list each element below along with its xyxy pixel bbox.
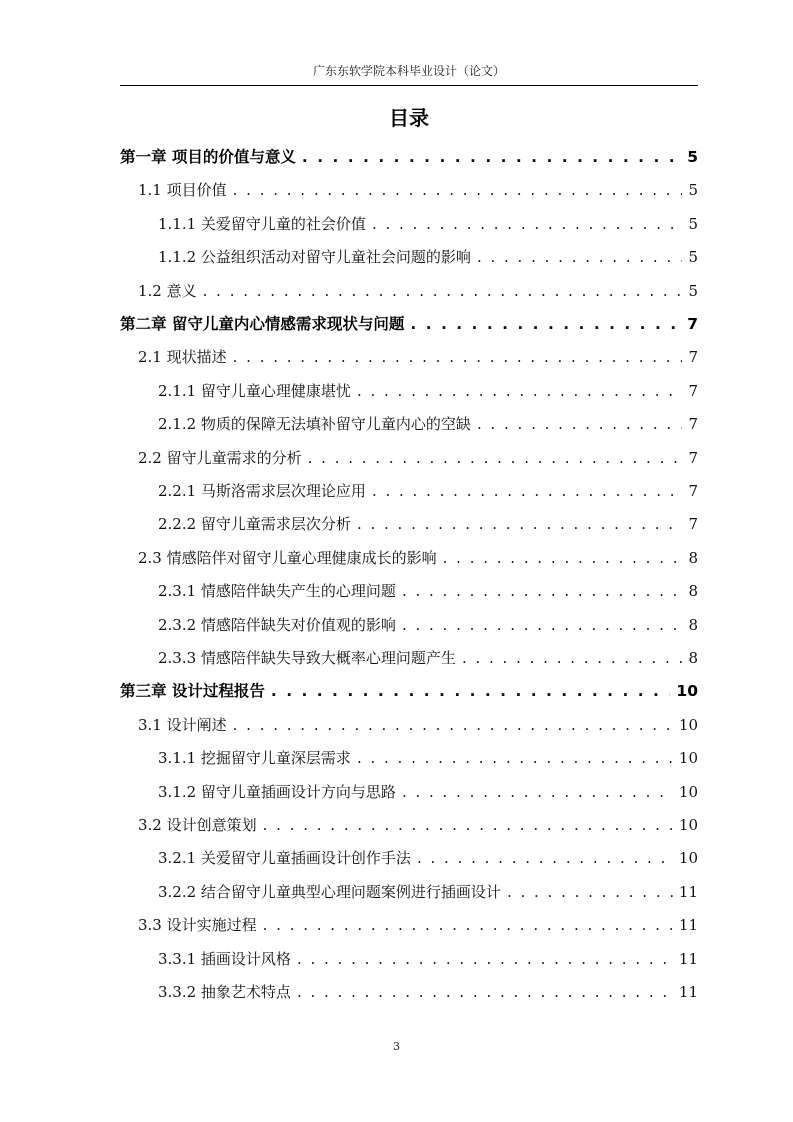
toc-leader-dots [263, 814, 673, 836]
toc-entry-page: 11 [678, 916, 698, 935]
toc-entry[interactable] [138, 179, 698, 201]
toc-leader-dots [263, 914, 673, 936]
toc-entry-title: 第二章 留守儿童内心情感需求现状与问题 [120, 315, 405, 333]
toc-entry-title: 2.3.2 情感陪伴缺失对价值观的影响 [158, 615, 396, 634]
toc-entry-page: 11 [678, 983, 698, 1001]
toc-leader-dots [297, 948, 673, 970]
toc-entry-page: 10 [676, 682, 698, 701]
toc-entry-page: 10 [678, 816, 698, 834]
toc-entry-title: 1.1 项目价值 [138, 181, 227, 200]
toc-entry[interactable] [138, 280, 698, 302]
toc-leader-dots [410, 313, 681, 335]
toc-entry[interactable] [158, 614, 698, 636]
toc-leader-dots [357, 513, 682, 535]
toc-leader-dots [372, 480, 682, 502]
toc-leader-dots [297, 981, 673, 1003]
toc-entry-title: 2.2.1 马斯洛需求层次理论应用 [158, 482, 366, 500]
toc-entry-title: 2.2 留守儿童需求的分析 [138, 448, 302, 467]
toc-entry[interactable] [158, 580, 698, 602]
toc-entry-page: 10 [678, 782, 698, 801]
toc-entry-title: 2.1.1 留守儿童心理健康堪忧 [158, 381, 351, 400]
toc-entry-title: 2.1.2 物质的保障无法填补留守儿童内心的空缺 [158, 415, 471, 434]
toc-entry-page: 11 [678, 882, 698, 901]
toc-entry[interactable] [158, 380, 698, 402]
toc-leader-dots [302, 146, 681, 168]
toc-leader-dots [357, 380, 682, 402]
toc-leader-dots [507, 881, 673, 903]
toc-entry-page: 5 [688, 281, 698, 300]
toc-entry[interactable] [158, 881, 698, 903]
toc-entry-page: 10 [678, 715, 698, 734]
toc-leader-dots [402, 614, 682, 636]
toc-entry-page: 7 [688, 515, 698, 534]
toc-entry[interactable] [120, 680, 698, 702]
toc-entry-title: 3.3.1 插画设计风格 [158, 949, 291, 968]
toc-entry-page: 5 [687, 148, 698, 166]
page-number: 3 [393, 1040, 400, 1053]
toc-entry-title: 2.3 情感陪伴对留守儿童心理健康成长的影响 [138, 548, 437, 567]
toc-entry-title: 3.1 设计阐述 [138, 715, 227, 734]
toc-entry[interactable] [120, 146, 698, 168]
toc-entry-page: 7 [688, 415, 698, 434]
toc-leader-dots [477, 413, 682, 435]
toc-leader-dots [233, 179, 682, 201]
toc-entry-page: 8 [688, 548, 698, 567]
toc-entry[interactable] [158, 847, 698, 869]
toc-entry[interactable] [158, 246, 698, 268]
toc-entry-page: 10 [678, 849, 698, 868]
toc-entry[interactable] [158, 413, 698, 435]
toc-leader-dots [271, 680, 671, 702]
toc-leader-dots [233, 714, 673, 736]
toc-entry-title: 3.2 设计创意策划 [138, 816, 257, 834]
toc-entry-title: 第三章 设计过程报告 [120, 682, 265, 701]
toc-entry[interactable] [138, 547, 698, 569]
toc-entry-page: 8 [688, 649, 698, 667]
toc-entry[interactable] [158, 213, 698, 235]
toc-entry[interactable] [158, 781, 698, 803]
toc-leader-dots [372, 213, 682, 235]
toc-entry-title: 2.1 现状描述 [138, 348, 227, 367]
page-header: 广东东软学院本科毕业设计（论文） [312, 64, 505, 78]
toc-entry[interactable] [158, 480, 698, 502]
toc-entry[interactable] [158, 513, 698, 535]
toc-leader-dots [203, 280, 682, 302]
toc-entry-title: 1.1.1 关爱留守儿童的社会价值 [158, 214, 366, 233]
toc-entry-page: 5 [688, 214, 698, 233]
toc-leader-dots [357, 747, 673, 769]
toc-leader-dots [402, 781, 673, 803]
toc-entry-page: 7 [688, 348, 698, 367]
toc-entry-title: 3.1.1 挖掘留守儿童深层需求 [158, 749, 351, 768]
toc-leader-dots [477, 246, 682, 268]
toc-entry-page: 10 [678, 749, 698, 768]
toc-entry-title: 2.2.2 留守儿童需求层次分析 [158, 515, 351, 534]
toc-entry[interactable] [138, 814, 698, 836]
toc-entry-page: 7 [688, 448, 698, 467]
toc-leader-dots [308, 447, 682, 469]
toc-entry-page: 8 [688, 615, 698, 634]
toc-title: 目录 [389, 106, 429, 130]
toc-entry[interactable] [158, 747, 698, 769]
toc-entry-title: 3.1.2 留守儿童插画设计方向与思路 [158, 782, 396, 801]
toc-leader-dots [402, 580, 682, 602]
toc-entry-page: 5 [688, 181, 698, 200]
toc-entry[interactable] [158, 647, 698, 669]
toc-entry-title: 3.3 设计实施过程 [138, 916, 257, 935]
toc-entry[interactable] [120, 313, 698, 335]
toc-leader-dots [443, 547, 682, 569]
toc-entry[interactable] [158, 948, 698, 970]
toc-entry-title: 3.3.2 抽象艺术特点 [158, 983, 291, 1001]
toc-entry-title: 第一章 项目的价值与意义 [120, 148, 296, 166]
toc-entry-title: 3.2.1 关爱留守儿童插画设计创作手法 [158, 849, 411, 868]
toc-entry[interactable] [158, 981, 698, 1003]
toc-entry-page: 7 [688, 381, 698, 400]
toc-entry-title: 3.2.2 结合留守儿童典型心理问题案例进行插画设计 [158, 882, 501, 901]
toc-entry[interactable] [138, 914, 698, 936]
toc-entry-title: 2.3.1 情感陪伴缺失产生的心理问题 [158, 582, 396, 601]
toc-entry-page: 5 [688, 248, 698, 267]
toc-entry-page: 7 [687, 315, 698, 333]
toc-entry-page: 11 [678, 949, 698, 968]
toc-entry-title: 1.1.2 公益组织活动对留守儿童社会问题的影响 [158, 248, 471, 267]
toc-entry-title: 1.2 意义 [138, 281, 197, 300]
toc-entry[interactable] [138, 447, 698, 469]
toc-entry-page: 7 [688, 482, 698, 500]
toc-leader-dots [462, 647, 682, 669]
toc-entry[interactable] [138, 714, 698, 736]
toc-entry-page: 8 [688, 582, 698, 601]
toc-leader-dots [417, 847, 673, 869]
toc-leader-dots [233, 346, 682, 368]
toc-entry[interactable] [138, 346, 698, 368]
toc-entry-title: 2.3.3 情感陪伴缺失导致大概率心理问题产生 [158, 649, 456, 667]
